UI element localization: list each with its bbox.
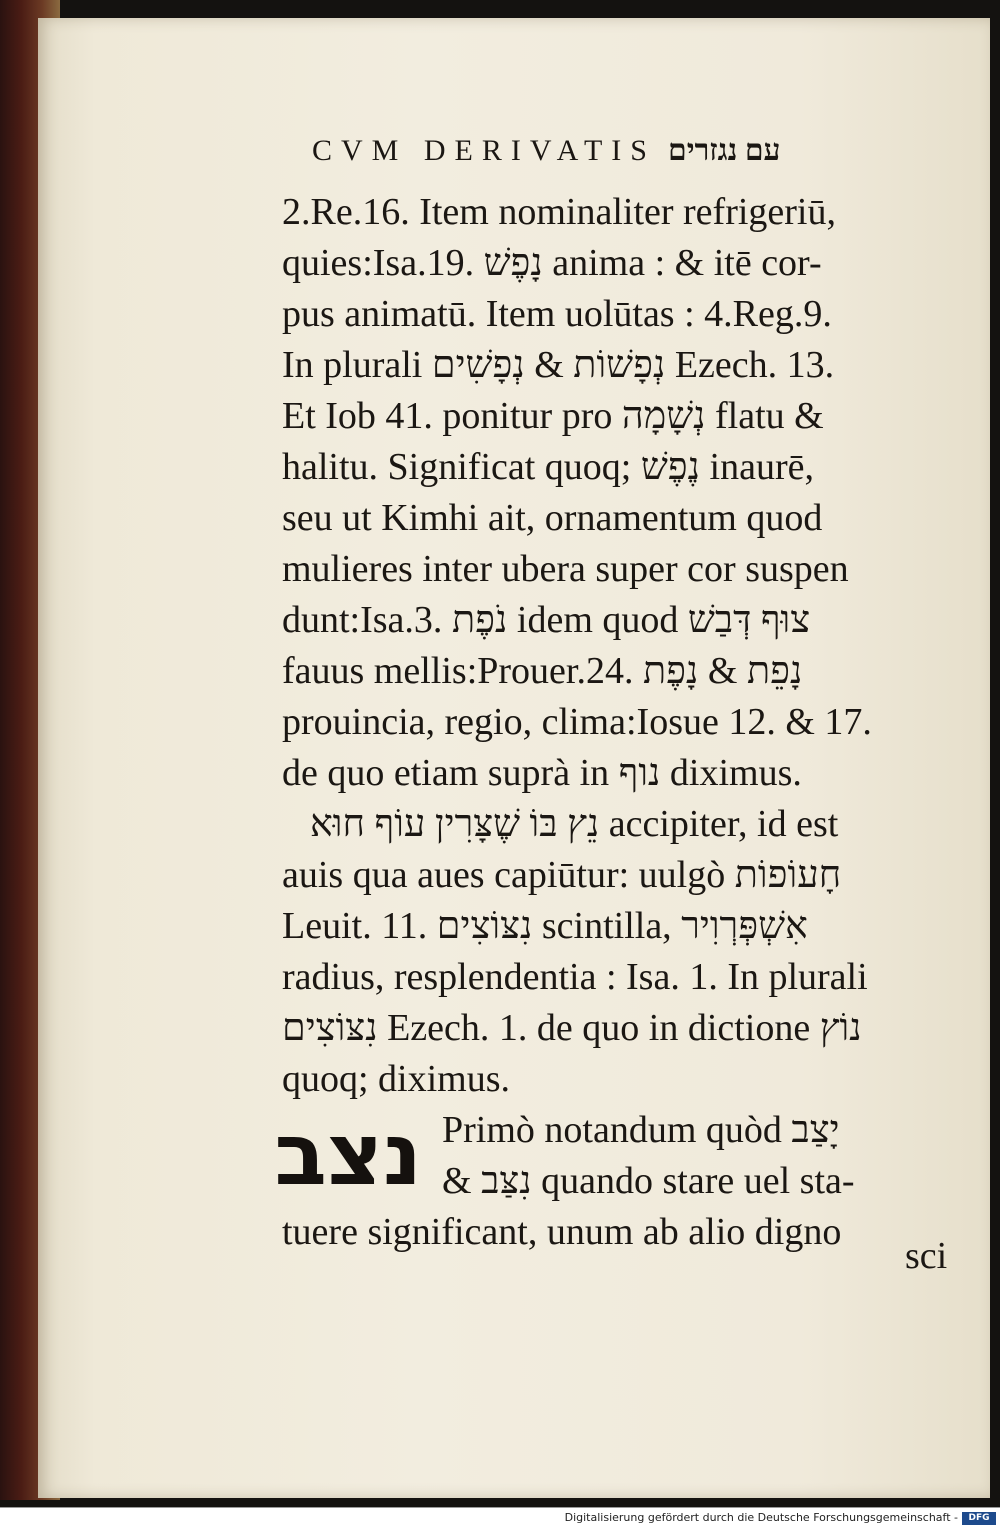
- text-line: halitu. Significat quoq; נֶפֶשׁ inaurē,: [282, 446, 814, 488]
- entry-with-initial: [274, 1105, 952, 1258]
- text-line: & נִצַּב quando stare uel sta-: [442, 1160, 855, 1202]
- dfg-logo: DFG: [962, 1512, 996, 1525]
- running-head-latin: CVM DERIVATIS: [312, 134, 656, 167]
- footer-credit: Digitalisierung gefördert durch die Deutsche Forschungsgemeinschaft -: [564, 1511, 958, 1524]
- text-line: Leuit. 11. נִצּוֹצִים scintilla, אִשְׁפְּרְוִיר: [282, 905, 808, 947]
- text-line: de quo etiam suprà in נוף diximus.: [282, 752, 802, 794]
- text-line: fauus mellis:Prouer.24. נָפֵת & נָפֶת: [282, 650, 803, 692]
- text-line: quoq; diximus.: [282, 1058, 511, 1100]
- text-line: נִצּוֹצִים Ezech. 1. de quo in dictione נוֹץ: [282, 1007, 862, 1049]
- entry-initial-word: נצב: [274, 1105, 422, 1205]
- text-line: pus animatū. Item uolūtas : 4.Reg.9.: [282, 293, 832, 335]
- text-line: In plurali נְפָשׁוֹת & נְפָשִׁים Ezech. 13.: [282, 344, 835, 386]
- catchword: sci: [905, 1235, 948, 1277]
- text-line: auis qua aues capiūtur: uulgò חָעוֹפוֹת: [282, 854, 842, 896]
- text-line: נֵץ בּוֹ שֶׁצָּרִין עוֹף חוּא accipiter, id est: [310, 803, 839, 845]
- footer-bar: [0, 1507, 1000, 1530]
- text-line: 2.Re.16. Item nominaliter refrigeriū,: [282, 191, 836, 233]
- text-line: mulieres inter ubera super cor suspen: [282, 548, 849, 590]
- text-line: Primò notandum quòd יָצַב: [442, 1109, 840, 1151]
- text-line: Et Iob 41. ponitur pro נְשָׁמָה flatu &: [282, 395, 824, 437]
- text-line: prouincia, regio, clima:Iosue 12. & 17.: [282, 701, 872, 743]
- text-line: radius, resplendentia : Isa. 1. In plurali: [282, 956, 868, 998]
- body-text: [274, 187, 952, 1258]
- running-head-hebrew: עם נגזרים: [667, 134, 781, 167]
- text-line: tuere significant, unum ab alio digno: [282, 1211, 842, 1253]
- text-line: quies:Isa.19. נָפֶשׁ anima : & itē cor-: [282, 242, 822, 284]
- running-head: [312, 134, 912, 168]
- text-line: dunt:Isa.3. נֹפֶת idem quod צוּף דְּבַשׁ: [282, 599, 811, 641]
- text-line: seu ut Kimhi ait, ornamentum quod: [282, 497, 823, 539]
